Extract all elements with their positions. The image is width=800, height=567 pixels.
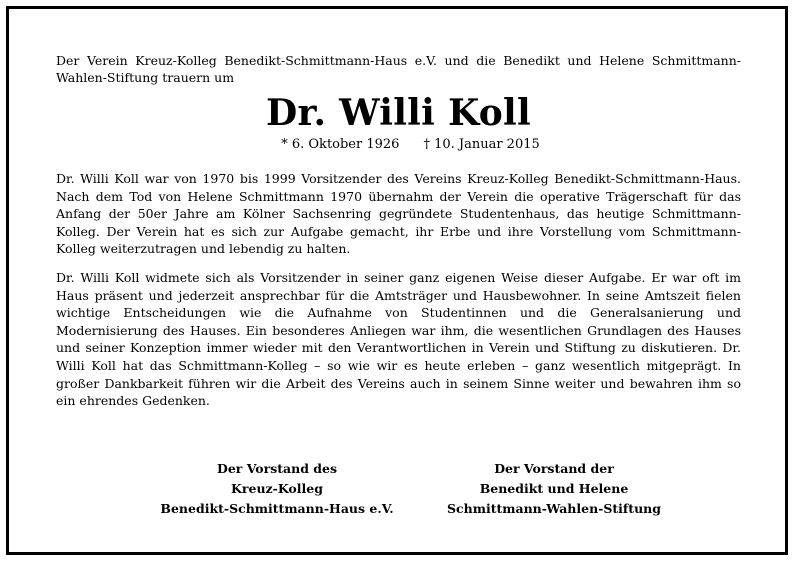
deceased-name: Dr. Willi Koll: [265, 92, 532, 134]
intro-text: Der Verein Kreuz-Kolleg Benedikt-Schmittmann-Haus e.V. und die Benedikt und Helene Schmittmann-Wahlen-Stiftung trauern um: [56, 53, 741, 85]
death-date: † 10. Januar 2015: [423, 137, 540, 152]
signature-stiftung: [434, 459, 674, 519]
signature-line: Der Vorstand der: [494, 461, 614, 476]
signature-line: Benedikt-Schmittmann-Haus e.V.: [160, 501, 394, 516]
birth-date: * 6. Oktober 1926: [281, 137, 400, 152]
signature-line: Kreuz-Kolleg: [231, 481, 323, 496]
paragraph-2: Dr. Willi Koll widmete sich als Vorsitzender in seiner ganz eigenen Weise dieser Aufgabe. Er war oft im Haus präsent und jederzeit ansprechbar für die Amtsträger und Hausbewohner. In seine Amtszeit fielen wichtige Entscheidungen wie die Aufnahme von Studentinnen und die Generalsanierung und Modernisierung des Hauses. Ein besonderes Anliegen war ihm, die wesentlichen Grundlagen des Hauses und seiner Konzeption immer wieder mit den Verantwortlichen in Verein und Stiftung zu diskutieren. Dr. Willi Koll hat das Schmittmann-Kolleg – so wie wir es heute erleben – ganz wesentlich mitgeprägt. In großer Dankbarkeit führen wir die Arbeit des Vereins auch in seinem Sinne weiter und bewahren ihm so ein ehrendes Gedenken.: [56, 269, 741, 409]
obituary-notice: [6, 6, 788, 555]
signature-line: Der Vorstand des: [216, 461, 338, 476]
signatures: [9, 459, 785, 519]
life-dates: [56, 135, 741, 155]
paragraph-1: Dr. Willi Koll war von 1970 bis 1999 Vorsitzender des Vereins Kreuz-Kolleg Benedikt-Schmittmann-Haus. Nach dem Tod von Helene Schmittmann 1970 übernahm der Verein die operative Trägerschaft für das Anfang der 50er Jahre am Kölner Sachsenring gegründete Studentenhaus, das heutige Schmittmann-Kolleg. Der Verein hat es sich zur Aufgabe gemacht, ihr Erbe und ihre Vorstellung vom Schmittmann-Kolleg weiterzutragen und lebendig zu halten.: [56, 171, 741, 257]
signature-line: Benedikt und Helene: [479, 481, 629, 496]
signature-verein: [159, 459, 395, 519]
signature-line: Schmittmann-Wahlen-Stiftung: [447, 501, 661, 516]
